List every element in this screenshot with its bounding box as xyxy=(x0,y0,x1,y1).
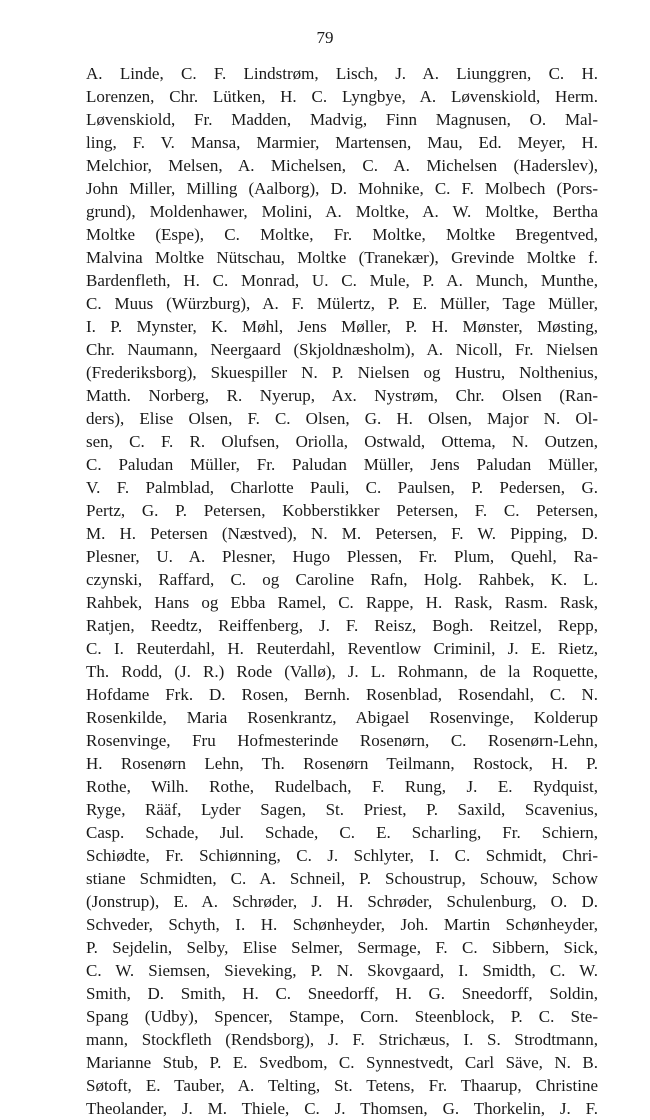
text-line: Rosenkilde, Maria Rosenkrantz, Abigael Rosenvinge, Kolderup xyxy=(86,708,598,727)
text-line: Bardenfleth, H. C. Monrad, U. C. Mule, P. A. Munch, Munthe, xyxy=(86,271,598,290)
text-line: stiane Schmidten, C. A. Schneil, P. Schoustrup, Schouw, Schow xyxy=(86,869,598,888)
text-line: ders), Elise Olsen, F. C. Olsen, G. H. Olsen, Major N. Ol- xyxy=(86,409,598,428)
text-line: Pertz, G. P. Petersen, Kobberstikker Petersen, F. C. Petersen, xyxy=(86,501,598,520)
text-line: Moltke (Espe), C. Moltke, Fr. Moltke, Moltke Bregentved, xyxy=(86,225,598,244)
text-line: Casp. Schade, Jul. Schade, C. E. Scharling, Fr. Schiern, xyxy=(86,823,598,842)
text-line: Schiødte, Fr. Schiønning, C. J. Schlyter, I. C. Schmidt, Chri- xyxy=(86,846,598,865)
text-line: C. Muus (Würzburg), A. F. Mülertz, P. E. Müller, Tage Müller, xyxy=(86,294,598,313)
page-number: 79 xyxy=(316,28,334,47)
text-line: Rothe, Wilh. Rothe, Rudelbach, F. Rung, J. E. Rydquist, xyxy=(86,777,598,796)
text-line: A. Linde, C. F. Lindstrøm, Lisch, J. A. Liunggren, C. H. xyxy=(86,64,598,83)
text-line: sen, C. F. R. Olufsen, Oriolla, Ostwald, Ottema, N. Outzen, xyxy=(86,432,598,451)
text-line: ling, F. V. Mansa, Marmier, Martensen, Mau, Ed. Meyer, H. xyxy=(86,133,598,152)
text-line: Marianne Stub, P. E. Svedbom, C. Synnestvedt, Carl Säve, N. B. xyxy=(86,1053,598,1072)
text-line: V. F. Palmblad, Charlotte Pauli, C. Paulsen, P. Pedersen, G. xyxy=(86,478,598,497)
text-line: Søtoft, E. Tauber, A. Telting, St. Tetens, Fr. Thaarup, Christine xyxy=(86,1076,598,1095)
text-line: C. I. Reuterdahl, H. Reuterdahl, Reventlow Criminil, J. E. Rietz, xyxy=(86,639,598,658)
text-line: H. Rosenørn Lehn, Th. Rosenørn Teilmann, Rostock, H. P. xyxy=(86,754,598,773)
text-line: Schveder, Schyth, I. H. Schønheyder, Joh. Martin Schønheyder, xyxy=(86,915,598,934)
text-line: Melchior, Melsen, A. Michelsen, C. A. Michelsen (Haderslev), xyxy=(86,156,598,175)
text-line: grund), Moldenhawer, Molini, A. Moltke, A. W. Moltke, Bertha xyxy=(86,202,598,221)
text-line: Malvina Moltke Nütschau, Moltke (Tranekær), Grevinde Moltke f. xyxy=(86,248,598,267)
text-line: Th. Rodd, (J. R.) Rode (Vallø), J. L. Rohmann, de la Roquette, xyxy=(86,662,598,681)
text-line: Lorenzen, Chr. Lütken, H. C. Lyngbye, A. Løvenskiold, Herm. xyxy=(86,87,598,106)
text-line: Ratjen, Reedtz, Reiffenberg, J. F. Reisz, Bogh. Reitzel, Repp, xyxy=(86,616,598,635)
text-line: C. Paludan Müller, Fr. Paludan Müller, Jens Paludan Müller, xyxy=(86,455,598,474)
name-list-paragraph xyxy=(86,62,598,1120)
text-line: Smith, D. Smith, H. C. Sneedorff, H. G. Sneedorff, Soldin, xyxy=(86,984,598,1003)
text-line: John Miller, Milling (Aalborg), D. Mohnike, C. F. Molbech (Pors- xyxy=(86,179,598,198)
text-line: M. H. Petersen (Næstved), N. M. Petersen, F. W. Pipping, D. xyxy=(86,524,598,543)
text-line: P. Sejdelin, Selby, Elise Selmer, Sermage, F. C. Sibbern, Sick, xyxy=(86,938,598,957)
text-line: Rahbek, Hans og Ebba Ramel, C. Rappe, H. Rask, Rasm. Rask, xyxy=(86,593,598,612)
text-line: Rosenvinge, Fru Hofmesterinde Rosenørn, C. Rosenørn-Lehn, xyxy=(86,731,598,750)
text-line: Spang (Udby), Spencer, Stampe, Corn. Steenblock, P. C. Ste- xyxy=(86,1007,598,1026)
text-line: Matth. Norberg, R. Nyerup, Ax. Nystrøm, Chr. Olsen (Ran- xyxy=(86,386,598,405)
text-line: mann, Stockfleth (Rendsborg), J. F. Strichæus, I. S. Strodtmann, xyxy=(86,1030,598,1049)
text-line: czynski, Raffard, C. og Caroline Rafn, Holg. Rahbek, K. L. xyxy=(86,570,598,589)
text-line: Hofdame Frk. D. Rosen, Bernh. Rosenblad, Rosendahl, C. N. xyxy=(86,685,598,704)
text-line: I. P. Mynster, K. Møhl, Jens Møller, P. H. Mønster, Møsting, xyxy=(86,317,598,336)
text-line: Plesner, U. A. Plesner, Hugo Plessen, Fr. Plum, Quehl, Ra- xyxy=(86,547,598,566)
text-line: Løvenskiold, Fr. Madden, Madvig, Finn Magnusen, O. Mal- xyxy=(86,110,598,129)
text-line: (Frederiksborg), Skuespiller N. P. Nielsen og Hustru, Nolthenius, xyxy=(86,363,598,382)
text-line: (Jonstrup), E. A. Schrøder, J. H. Schrøder, Schulenburg, O. D. xyxy=(86,892,598,911)
text-line: Ryge, Rääf, Lyder Sagen, St. Priest, P. Saxild, Scavenius, xyxy=(86,800,598,819)
text-line: C. W. Siemsen, Sieveking, P. N. Skovgaard, I. Smidth, C. W. xyxy=(86,961,598,980)
text-line: Theolander, J. M. Thiele, C. J. Thomsen, G. Thorkelin, J. F. xyxy=(86,1099,598,1118)
text-line: Chr. Naumann, Neergaard (Skjoldnæsholm), A. Nicoll, Fr. Nielsen xyxy=(86,340,598,359)
